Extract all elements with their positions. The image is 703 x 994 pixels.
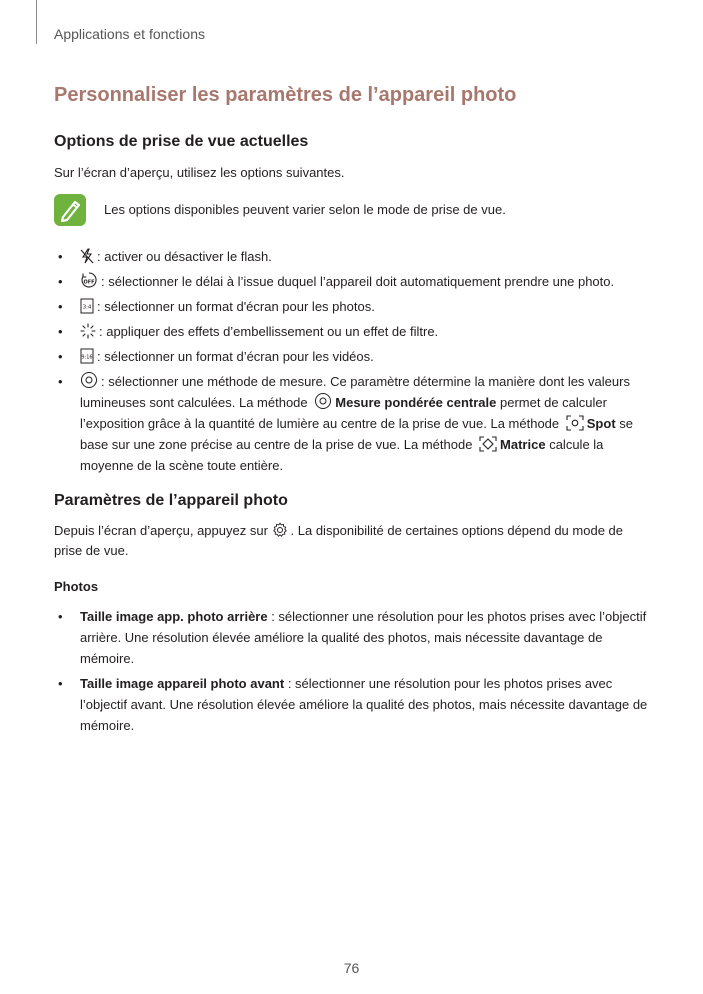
list-item-ratio bbox=[54, 296, 654, 317]
photos-subheading: Photos bbox=[54, 579, 99, 594]
settings-intro-1: Depuis l’écran d’aperçu, appuyez sur bbox=[54, 523, 268, 538]
bullet: • bbox=[58, 349, 63, 364]
video-ratio-label: 9:16 bbox=[81, 354, 93, 361]
list-item-rear-resolution bbox=[54, 606, 654, 669]
bullet: • bbox=[58, 374, 63, 389]
matrix-icon bbox=[479, 436, 497, 452]
photo-settings-list bbox=[54, 606, 654, 736]
note-pencil-icon bbox=[54, 194, 86, 226]
front-resolution-label: Taille image appareil photo avant bbox=[80, 676, 285, 691]
settings-intro-2: . La disponibilité de certaines options dépend du mode de prise de vue. bbox=[54, 523, 623, 558]
metering-icon bbox=[80, 371, 98, 389]
center-weighted-icon bbox=[314, 392, 332, 410]
video-ratio-icon bbox=[80, 348, 94, 364]
center-weighted-label: Mesure pondérée centrale bbox=[335, 395, 497, 410]
header-rule bbox=[36, 0, 37, 44]
ratio-text: : sélectionner un format d'écran pour les photos. bbox=[97, 299, 375, 314]
spot-label: Spot bbox=[586, 416, 616, 431]
bullet: • bbox=[58, 609, 63, 624]
video-ratio-text: : sélectionner un format d’écran pour les vidéos. bbox=[97, 349, 374, 364]
bullet: • bbox=[58, 274, 63, 289]
list-item-timer bbox=[54, 271, 654, 292]
list-item-front-resolution bbox=[54, 673, 654, 736]
effects-text: : appliquer des effets d’embellissement ou un effet de filtre. bbox=[99, 324, 439, 339]
metering-text-1: : sélectionner une méthode de mesure. Ce paramètre détermine la manière dont les valeurs lumineuses sont calculées. La méthode bbox=[80, 374, 630, 410]
section-heading-camera-settings: Paramètres de l’appareil photo bbox=[54, 492, 288, 509]
bullet: • bbox=[58, 299, 63, 314]
list-item-flash bbox=[54, 246, 654, 267]
flash-text: : activer ou désactiver le flash. bbox=[97, 249, 272, 264]
front-resolution-text: : sélectionner une résolution pour les photos prises avec l’objectif avant. Une résolution élevée améliore la qualité des photos, mais nécessite davantage de mémoire. bbox=[80, 676, 648, 733]
bullet: • bbox=[58, 249, 63, 264]
bullet: • bbox=[58, 324, 63, 339]
spot-icon bbox=[566, 415, 584, 431]
metering-text-3: se base sur une zone précise au centre de la prise de vue. La méthode bbox=[80, 416, 634, 452]
rear-resolution-label: Taille image app. photo arrière bbox=[80, 609, 268, 624]
shooting-options-list bbox=[54, 246, 654, 476]
timer-off-icon bbox=[80, 271, 98, 289]
list-item-metering bbox=[54, 371, 654, 476]
section-heading-options: Options de prise de vue actuelles bbox=[54, 133, 309, 150]
metering-text-2: permet de calculer l’exposition grâce à la quantité de lumière au centre de la prise de vue. La méthode bbox=[80, 395, 607, 431]
section-intro-options: Sur l’écran d’aperçu, utilisez les options suivantes. bbox=[54, 165, 345, 180]
note-text: Les options disponibles peuvent varier selon le mode de prise de vue. bbox=[104, 202, 506, 217]
gear-icon bbox=[272, 522, 288, 538]
metering-text-4: calcule la moyenne de la scène toute entière. bbox=[80, 437, 604, 473]
photo-ratio-label: 3:4 bbox=[82, 304, 92, 311]
flash-off-icon bbox=[80, 248, 94, 264]
timer-text: : sélectionner le délai à l’issue duquel l’appareil doit automatiquement prendre une photo. bbox=[101, 274, 615, 289]
section-intro-camera-settings bbox=[54, 521, 654, 561]
photo-ratio-icon bbox=[80, 298, 94, 314]
rear-resolution-text: : sélectionner une résolution pour les photos prises avec l’objectif arrière. Une résolution élevée améliore la qualité des photos, mais nécessite davantage de mémoire. bbox=[80, 609, 647, 666]
header-section: Applications et fonctions bbox=[54, 26, 205, 42]
list-item-effects bbox=[54, 321, 654, 342]
list-item-video-ratio bbox=[54, 346, 654, 367]
bullet: • bbox=[58, 676, 63, 691]
effects-icon bbox=[80, 323, 96, 339]
timer-off-label: OFF bbox=[83, 279, 95, 286]
matrix-label: Matrice bbox=[500, 437, 546, 452]
page-title: Personnaliser les paramètres de l’appareil photo bbox=[54, 84, 517, 106]
page-number: 76 bbox=[343, 960, 360, 976]
